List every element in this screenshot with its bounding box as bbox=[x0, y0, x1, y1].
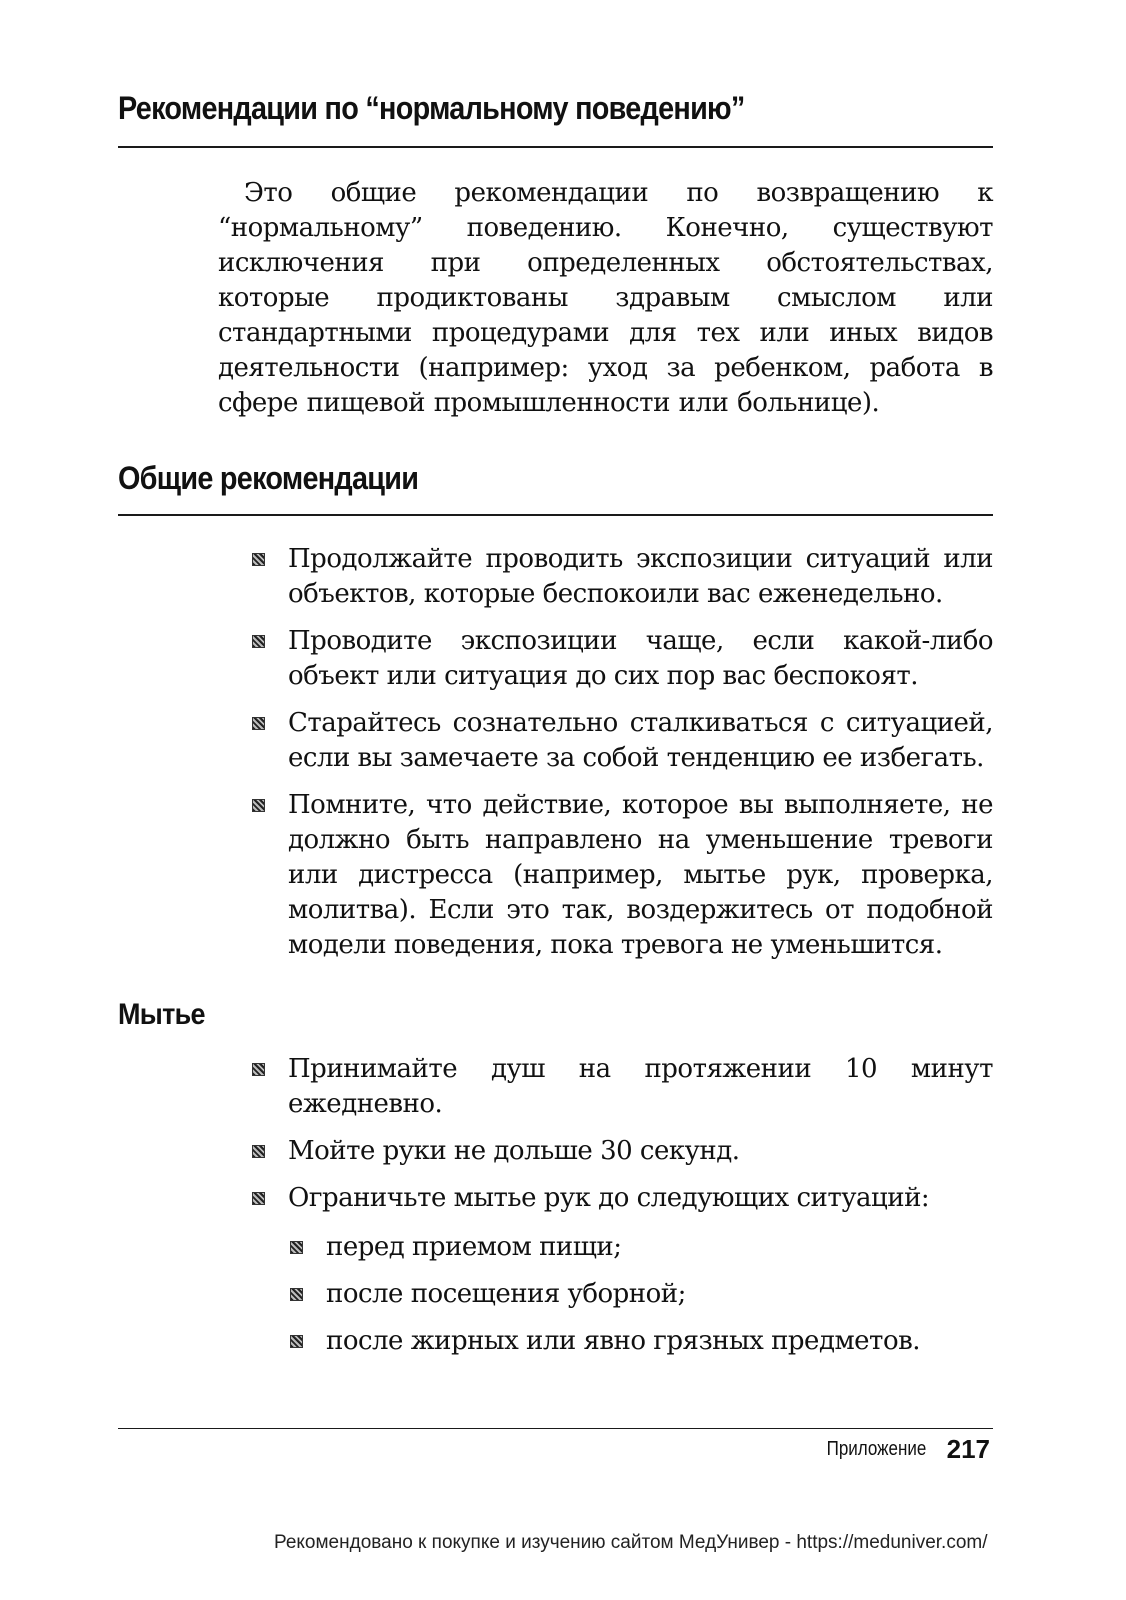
square-bullet-icon bbox=[252, 1192, 265, 1205]
list-item-text: Мойте руки не дольше 30 секунд. bbox=[288, 1136, 740, 1166]
list-item bbox=[290, 1324, 990, 1359]
list-item bbox=[252, 706, 993, 776]
list-item bbox=[290, 1230, 990, 1265]
square-bullet-icon bbox=[252, 1063, 265, 1076]
running-footer-label: Приложение bbox=[826, 1438, 926, 1460]
square-bullet-icon bbox=[252, 1145, 265, 1158]
list-item bbox=[252, 1052, 993, 1122]
list-item-text: после посещения уборной; bbox=[326, 1279, 686, 1309]
square-bullet-icon bbox=[252, 717, 265, 730]
page-number: 217 bbox=[946, 1434, 990, 1464]
intro-paragraph: Это общие рекомендации по возвращению к “нормальному” поведению. Конечно, существуют исключения при определенных обстоятельствах, которые продиктованы здравым смыслом или стандартными процедурами для тех или иных видов деятельности (например: уход за ребенком, работа в сфере пищевой промышленности или больнице). bbox=[218, 178, 993, 418]
list-item-text: Продолжайте проводить экспозиции ситуаций или объектов, которые беспокоили вас еженедельно. bbox=[288, 544, 993, 609]
list-item-text: после жирных или явно грязных предметов. bbox=[326, 1326, 920, 1356]
washing-situations-sublist bbox=[290, 1230, 990, 1359]
list-item-text: Ограничьте мытье рук до следующих ситуаций: bbox=[288, 1183, 930, 1213]
section-heading-washing: Мытье bbox=[118, 998, 205, 1031]
list-item-text: Старайтесь сознательно сталкиваться с ситуацией, если вы замечаете за собой тенденцию ее избегать. bbox=[288, 708, 993, 773]
list-item-text: Помните, что действие, которое вы выполняете, не должно быть направлено на уменьшение тревоги или дистресса (например, мытье рук, проверка, молитва). Если это так, воздержитесь от подобной модели поведения, пока тревога не уменьшится. bbox=[288, 790, 993, 960]
square-bullet-icon bbox=[252, 799, 265, 812]
footer-rule bbox=[118, 1428, 993, 1429]
heading-rule bbox=[118, 146, 993, 148]
list-item-text: Проводите экспозиции чаще, если какой-либо объект или ситуация до сих пор вас беспокоят. bbox=[288, 626, 993, 691]
list-item bbox=[290, 1277, 990, 1312]
watermark-text: Рекомендовано к покупке и изучению сайтом МедУнивер - https://meduniver.com/ bbox=[274, 1532, 988, 1553]
list-item bbox=[252, 1134, 993, 1169]
square-bullet-icon bbox=[252, 635, 265, 648]
square-bullet-icon bbox=[290, 1241, 303, 1254]
list-item bbox=[252, 1181, 993, 1216]
general-recommendations-list bbox=[252, 542, 993, 963]
square-bullet-icon bbox=[290, 1335, 303, 1348]
list-item-text: перед приемом пищи; bbox=[326, 1232, 622, 1262]
list-item-text: Принимайте душ на протяжении 10 минут ежедневно. bbox=[288, 1054, 993, 1119]
square-bullet-icon bbox=[252, 553, 265, 566]
list-item bbox=[252, 788, 993, 963]
list-item bbox=[252, 624, 993, 694]
heading-rule bbox=[118, 514, 993, 516]
section-heading-normal-behavior: Рекомендации по “нормальному поведению” bbox=[118, 90, 745, 126]
washing-list bbox=[252, 1052, 993, 1216]
square-bullet-icon bbox=[290, 1288, 303, 1301]
section-heading-general: Общие рекомендации bbox=[118, 460, 419, 496]
list-item bbox=[252, 542, 993, 612]
